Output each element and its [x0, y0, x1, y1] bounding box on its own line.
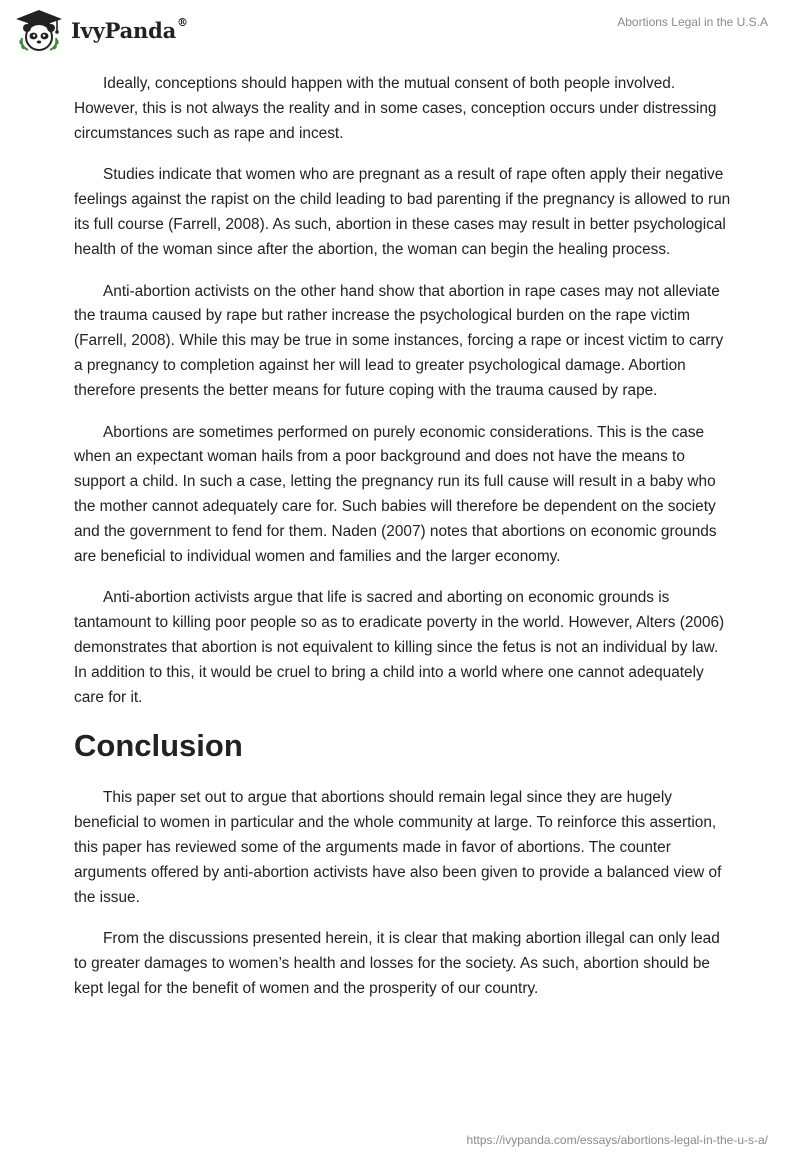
panda-graduate-icon	[14, 8, 64, 52]
document-title: Abortions Legal in the U.S.A	[617, 15, 768, 29]
paragraph: Studies indicate that women who are pregnant as a result of rape often apply their negative feelings against the rapist on the child leading to bad parenting if the pregnancy is allowed to run its full course (Farrell, 2008). As such, abortion in these cases may result in better psychological health of the woman since after the abortion, the woman can begin the healing process.	[74, 166, 731, 258]
paragraph: Anti-abortion activists argue that life is sacred and aborting on economic grounds is tantamount to killing poor people so as to eradicate poverty in the world. However, Alters (2006) demonstrates that abortion is not equivalent to killing since the fetus is not an individual by law. In addition to this, it would be cruel to bring a child into a world where one cannot adequately care for it.	[74, 589, 725, 706]
paragraph: Ideally, conceptions should happen with the mutual consent of both people involved. However, this is not always the reality and in some cases, conception occurs under distressing circumstances such as rape and incest.	[74, 75, 717, 142]
brand-name: IvyPanda®	[71, 15, 188, 43]
paragraph: Anti-abortion activists on the other hand show that abortion in rape cases may not alleviate the trauma caused by rape but rather increase the psychological burden on the rape victim (Farrell, 2008). While this may be true in some instances, forcing a rape or incest victim to carry a pregnancy to completion against her will lead to greater psychological damage. Abortion therefore presents the better means for future coping with the trauma caused by rape.	[74, 282, 724, 399]
paragraph: Abortions are sometimes performed on purely economic considerations. This is the case when an expectant woman hails from a poor background and does not have the means to support a child. In such a case, letting the pregnancy run its full cause will result in a baby who the mother cannot adequately care for. Such babies will therefore be dependent on the society and the government to fend for them. Naden (2007) notes that abortions on economic grounds are beneficial to individual women and families and the larger economy.	[74, 423, 717, 565]
source-url[interactable]: https://ivypanda.com/essays/abortions-legal-in-the-u-s-a/	[466, 1133, 768, 1147]
paragraph: This paper set out to argue that abortions should remain legal since they are hugely beneficial to women in particular and the whole community at large. To reinforce this assertion, this paper has reviewed some of the arguments made in favor of abortions. The counter arguments offered by anti-abortion activists have also been given to provide a balanced view of the issue.	[74, 789, 722, 906]
brand-logo[interactable]	[14, 8, 188, 52]
essay-body	[74, 72, 734, 1019]
conclusion-heading: Conclusion	[74, 728, 243, 764]
paragraph: From the discussions presented herein, it is clear that making abortion illegal can only lead to greater damages to women’s health and losses for the society. As such, abortion should be kept legal for the benefit of women and the prosperity of our country.	[74, 930, 720, 997]
